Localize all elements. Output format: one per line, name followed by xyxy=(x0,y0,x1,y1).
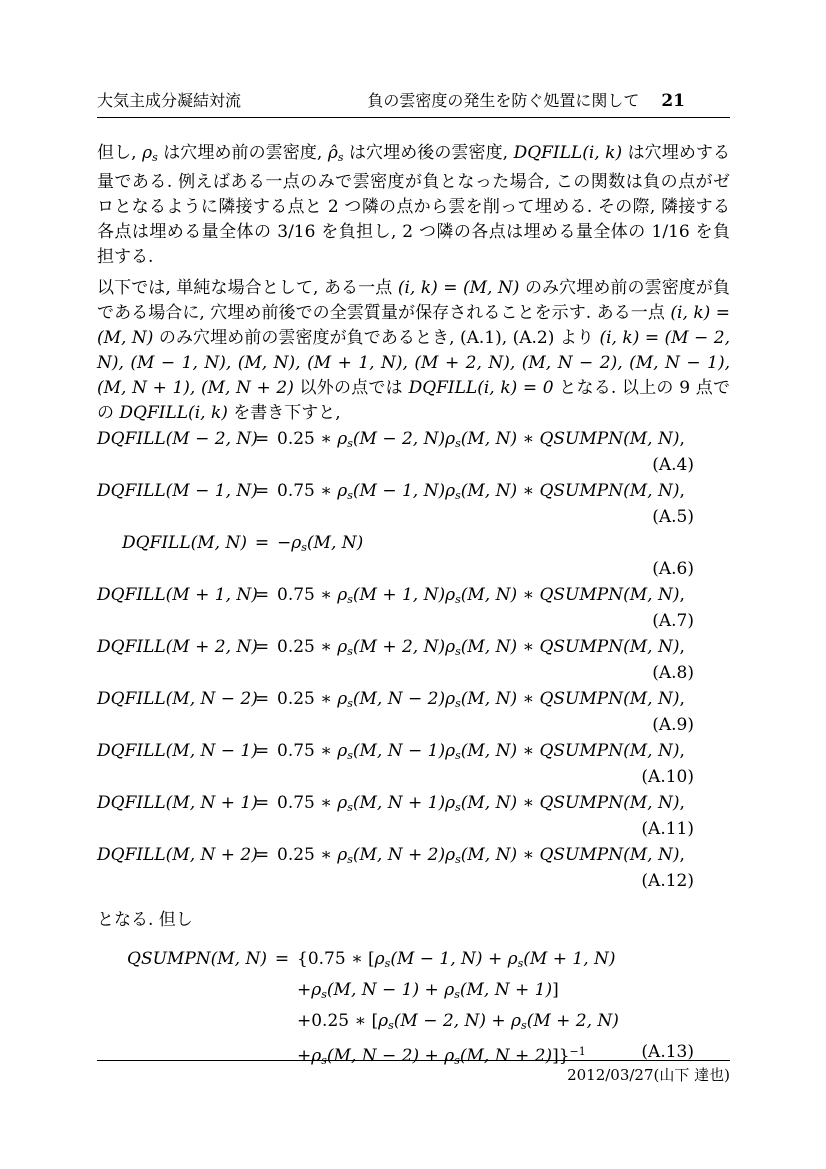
equation-number: (A.8) xyxy=(652,663,694,683)
paragraph-tonaru: となる. 但し xyxy=(97,910,193,930)
equals-sign: = xyxy=(254,429,270,449)
equation-rhs: 0.75 ∗ ρs(M, N − 1)ρs(M, N) ∗ QSUMPN(M, N), xyxy=(277,741,685,762)
equation-rhs: 0.75 ∗ ρs(M − 1, N)ρs(M, N) ∗ QSUMPN(M, N), xyxy=(277,481,685,502)
equation-row xyxy=(97,738,730,764)
equation-number: (A.12) xyxy=(641,871,694,891)
equation-rhs: 0.25 ∗ ρs(M, N + 2)ρs(M, N) ∗ QSUMPN(M, N), xyxy=(277,845,685,866)
equation-number: (A.11) xyxy=(641,819,694,839)
equals-sign: = xyxy=(274,949,290,969)
equation-row xyxy=(97,426,730,452)
equation-a13-line: +ρs(M, N − 1) + ρs(M, N + 1)] xyxy=(297,980,559,1001)
equation xyxy=(97,738,730,790)
equation-row xyxy=(97,842,730,868)
page-footer xyxy=(97,1060,730,1085)
equation-number: (A.13) xyxy=(641,1042,694,1062)
equation-lhs: DQFILL(M + 2, N) xyxy=(97,637,258,657)
equation-number: (A.4) xyxy=(652,455,694,475)
equation-number: (A.9) xyxy=(652,715,694,735)
paragraph-main: 以下では, 単純な場合として, ある一点 (i, k) = (M, N) のみ穴埋め前の雲密度が負である場合に, 穴埋め前後での全雲質量が保存されることを示す. ある一点 (i, k) = (M, N) のみ穴埋め前の雲密度が負であるとき, (A.1), (A.2) より (i, k) = (M − 2, N), (M − 1, N), (M, N), (M + 1, N), (M + 2, N), (M, N − 2), (M, N − 1), (M, N + 1), (M, N + 2) 以外の点では DQFILL(i, k) = 0 となる. 以上の 9 点での DQFILL(i, k) を書き下すと, xyxy=(97,278,731,423)
equation-lhs: DQFILL(M + 1, N) xyxy=(97,585,258,605)
equation-a13-line: {0.75 ∗ [ρs(M − 1, N) + ρs(M + 1, N) xyxy=(297,949,616,970)
equals-sign: = xyxy=(254,481,270,501)
equation-rhs: 0.75 ∗ ρs(M, N + 1)ρs(M, N) ∗ QSUMPN(M, N), xyxy=(277,793,685,814)
equation-lhs: DQFILL(M, N − 1) xyxy=(97,741,258,761)
equals-sign: = xyxy=(254,637,270,657)
running-head-right: 負の雲密度の発生を防ぐ処置に関して xyxy=(367,91,640,110)
equation-lhs: DQFILL(M, N) xyxy=(121,533,247,553)
equals-sign: = xyxy=(254,533,270,553)
equation-lhs: DQFILL(M − 1, N) xyxy=(97,481,258,501)
equation-rhs: 0.75 ∗ ρs(M + 1, N)ρs(M, N) ∗ QSUMPN(M, N), xyxy=(277,585,685,606)
equals-sign: = xyxy=(254,793,270,813)
equation-a13-line: +ρs(M, N − 2) + ρs(M, N + 2)]}$^{-1}$ (A.13) xyxy=(297,1039,730,1074)
equation-a13-lhs: QSUMPN(M, N) xyxy=(127,949,267,969)
text-block xyxy=(97,0,730,1074)
equation-number: (A.6) xyxy=(652,559,694,579)
equals-sign: = xyxy=(254,845,270,865)
equation-rhs: −ρs(M, N) xyxy=(277,533,364,554)
equation-lhs: DQFILL(M, N − 2) xyxy=(97,689,258,709)
equation-row xyxy=(97,634,730,660)
equation-row xyxy=(97,790,730,816)
equation-a13 xyxy=(97,946,730,1074)
equation xyxy=(97,790,730,842)
equation xyxy=(97,842,730,894)
equation xyxy=(97,530,730,582)
equation-rhs: 0.25 ∗ ρs(M − 2, N)ρs(M, N) ∗ QSUMPN(M, N), xyxy=(277,429,685,450)
equation xyxy=(97,426,730,478)
equation-row xyxy=(97,582,730,608)
equations-list xyxy=(97,426,730,894)
equals-sign: = xyxy=(254,689,270,709)
equation xyxy=(97,582,730,634)
paragraph-intro: 但し, ρs は穴埋め前の雲密度, ρ̂s は穴埋め後の雲密度, DQFILL(i, k) は穴埋めする量である. 例えばある一点のみで雲密度が負となった場合, この関数は負の点がゼロとなるように隣接する点と 2 つ隣の点から雲を削って埋める. その際, 隣接する各点は埋める量全体の 3/16 を負担し, 2 つ隣の各点は埋める量全体の 1/16 を負担する. xyxy=(97,143,730,267)
equation-lhs: DQFILL(M − 2, N) xyxy=(97,429,258,449)
equation-number: (A.7) xyxy=(652,611,694,631)
equation-rhs: 0.25 ∗ ρs(M, N − 2)ρs(M, N) ∗ QSUMPN(M, N), xyxy=(277,689,685,710)
equation xyxy=(97,686,730,738)
equation-lhs: DQFILL(M, N + 1) xyxy=(97,793,258,813)
equals-sign: = xyxy=(254,585,270,605)
equation-number: (A.5) xyxy=(652,507,694,527)
equation-a13-rhs-lines xyxy=(297,946,730,1074)
equation-rhs: 0.25 ∗ ρs(M + 2, N)ρs(M, N) ∗ QSUMPN(M, N), xyxy=(277,637,685,658)
equation-row xyxy=(97,530,730,556)
equals-sign: = xyxy=(254,741,270,761)
equation-lhs: DQFILL(M, N + 2) xyxy=(97,845,258,865)
equation-a13-line: +0.25 ∗ [ρs(M − 2, N) + ρs(M + 2, N) xyxy=(297,1011,619,1032)
running-head-right-group xyxy=(367,88,730,111)
equation-row xyxy=(97,478,730,504)
equation-row xyxy=(97,686,730,712)
running-header xyxy=(97,88,730,118)
page-number: 21 xyxy=(661,91,685,111)
running-head-left: 大気主成分凝結対流 xyxy=(97,91,242,110)
equation xyxy=(97,634,730,686)
footer-date: 2012/03/27(山下 達也) xyxy=(567,1066,730,1084)
equation-number: (A.10) xyxy=(641,767,694,787)
equation xyxy=(97,478,730,530)
